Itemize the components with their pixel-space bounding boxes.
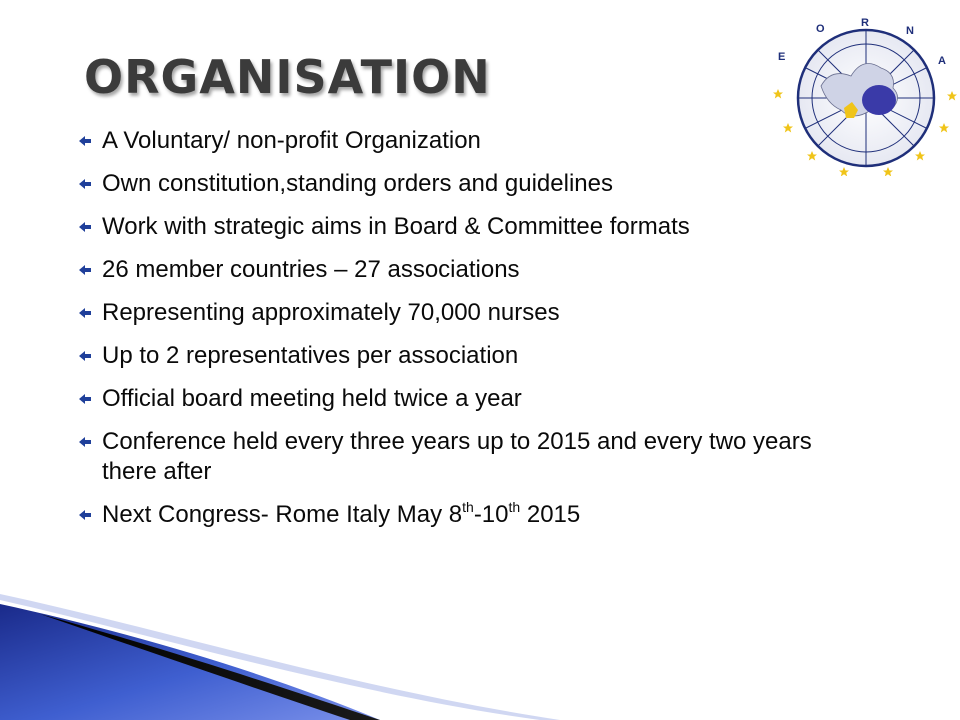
bullet-item [78, 500, 838, 530]
logo-letter-o: O [816, 23, 825, 35]
logo-letter-e: E [778, 51, 786, 63]
bullet-item [78, 384, 838, 414]
ordinal-suffix: th [508, 499, 521, 515]
decorative-swoosh [0, 590, 960, 720]
logo-letter-r: R [861, 17, 869, 29]
bullet-text: Representing approximately 70,000 nurses [102, 299, 560, 326]
bullet-item [78, 169, 838, 199]
bullet-text: Work with strategic aims in Board & Committee formats [102, 213, 690, 240]
center-shape [862, 85, 896, 115]
arrow-left-icon [78, 350, 92, 362]
bullet-text: 26 member countries – 27 associations [102, 256, 520, 283]
bullet-text: Own constitution,standing orders and guidelines [102, 170, 613, 197]
congress-text-middle: -10 [473, 501, 509, 528]
congress-text-suffix: 2015 [520, 501, 581, 528]
arrow-left-icon [78, 436, 92, 448]
bullet-text: Conference held every three years up to 2015 and every two years there after [102, 428, 812, 485]
logo-letter-n: N [906, 25, 914, 37]
arrow-left-icon [78, 178, 92, 190]
bullet-text: Official board meeting held twice a year [102, 385, 522, 412]
ordinal-suffix: th [462, 499, 474, 515]
slide-title: ORGANISATION [84, 50, 491, 104]
bullet-text: A Voluntary/ non-profit Organization [102, 127, 481, 154]
bullet-item [78, 255, 838, 285]
arrow-left-icon [78, 393, 92, 405]
arrow-left-icon [78, 221, 92, 233]
bullet-item [78, 126, 838, 156]
bullet-item [78, 341, 838, 371]
arrow-left-icon [78, 135, 92, 147]
bullet-list [78, 126, 838, 543]
congress-text-prefix: Next Congress- Rome Italy May 8 [102, 501, 463, 528]
logo-letter-a: A [938, 55, 946, 67]
arrow-left-icon [78, 509, 92, 521]
arrow-left-icon [78, 264, 92, 276]
bullet-item [78, 427, 838, 487]
bullet-item [78, 298, 838, 328]
bullet-text: Up to 2 representatives per association [102, 342, 519, 369]
bullet-item [78, 212, 838, 242]
arrow-left-icon [78, 307, 92, 319]
